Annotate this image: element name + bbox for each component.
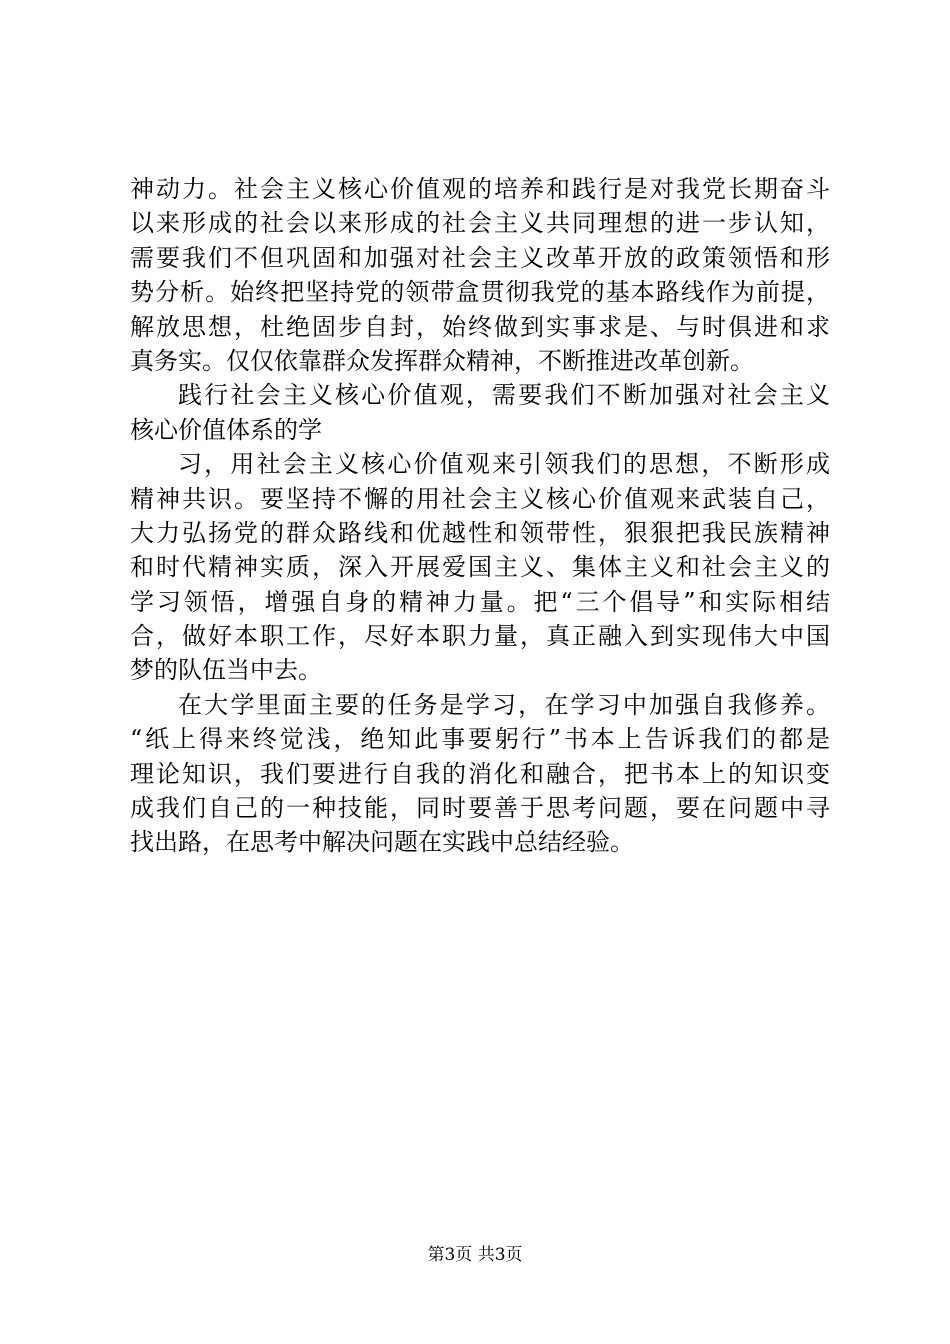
text-line: 真务实。仅仅依靠群众发挥群众精神，不断推进改革创新。: [130, 346, 754, 375]
text-line: 需要我们不但巩固和加强对社会主义改革开放的政策领悟和形: [130, 243, 830, 272]
text-line: 合，做好本职工作，尽好本职力量，真正融入到实现伟大中国: [130, 622, 830, 651]
text-line: 核心价值体系的学: [130, 415, 322, 444]
text-line: 学习领悟，增强自身的精神力量。把“三个倡导”和实际相结: [130, 587, 830, 616]
text-line: 大力弘扬党的群众路线和优越性和领带性，狠狠把我民族精神: [130, 518, 830, 547]
body-text: [130, 172, 830, 860]
text-line: 践行社会主义核心价值观，需要我们不断加强对社会主义: [178, 381, 830, 410]
text-line: “纸上得来终觉浅，绝知此事要躬行”书本上告诉我们的都是: [130, 725, 830, 754]
text-line: 以来形成的社会以来形成的社会主义共同理想的进一步认知，: [130, 209, 830, 238]
text-line: 成我们自己的一种技能，同时要善于思考问题，要在问题中寻: [130, 794, 830, 823]
text-line: 解放思想，杜绝固步自封，始终做到实事求是、与时俱进和求: [130, 312, 830, 341]
text-line: 精神共识。要坚持不懈的用社会主义核心价值观来武装自己，: [130, 484, 830, 513]
text-line: 找出路，在思考中解决问题在实践中总结经验。: [130, 828, 634, 857]
text-line: 在大学里面主要的任务是学习，在学习中加强自我修养。: [178, 690, 830, 719]
text-line: 和时代精神实质，深入开展爱国主义、集体主义和社会主义的: [130, 553, 830, 582]
text-line: 势分析。始终把坚持党的领带盒贯彻我党的基本路线作为前提，: [130, 278, 830, 307]
text-line: 习，用社会主义核心价值观来引领我们的思想，不断形成: [178, 450, 830, 479]
text-line: 神动力。社会主义核心价值观的培养和践行是对我党长期奋斗: [130, 175, 830, 203]
text-line: 理论知识，我们要进行自我的消化和融合，把书本上的知识变: [130, 759, 830, 788]
text-line: 梦的队伍当中去。: [130, 656, 322, 685]
page-footer: 第3页 共3页: [427, 1245, 523, 1265]
